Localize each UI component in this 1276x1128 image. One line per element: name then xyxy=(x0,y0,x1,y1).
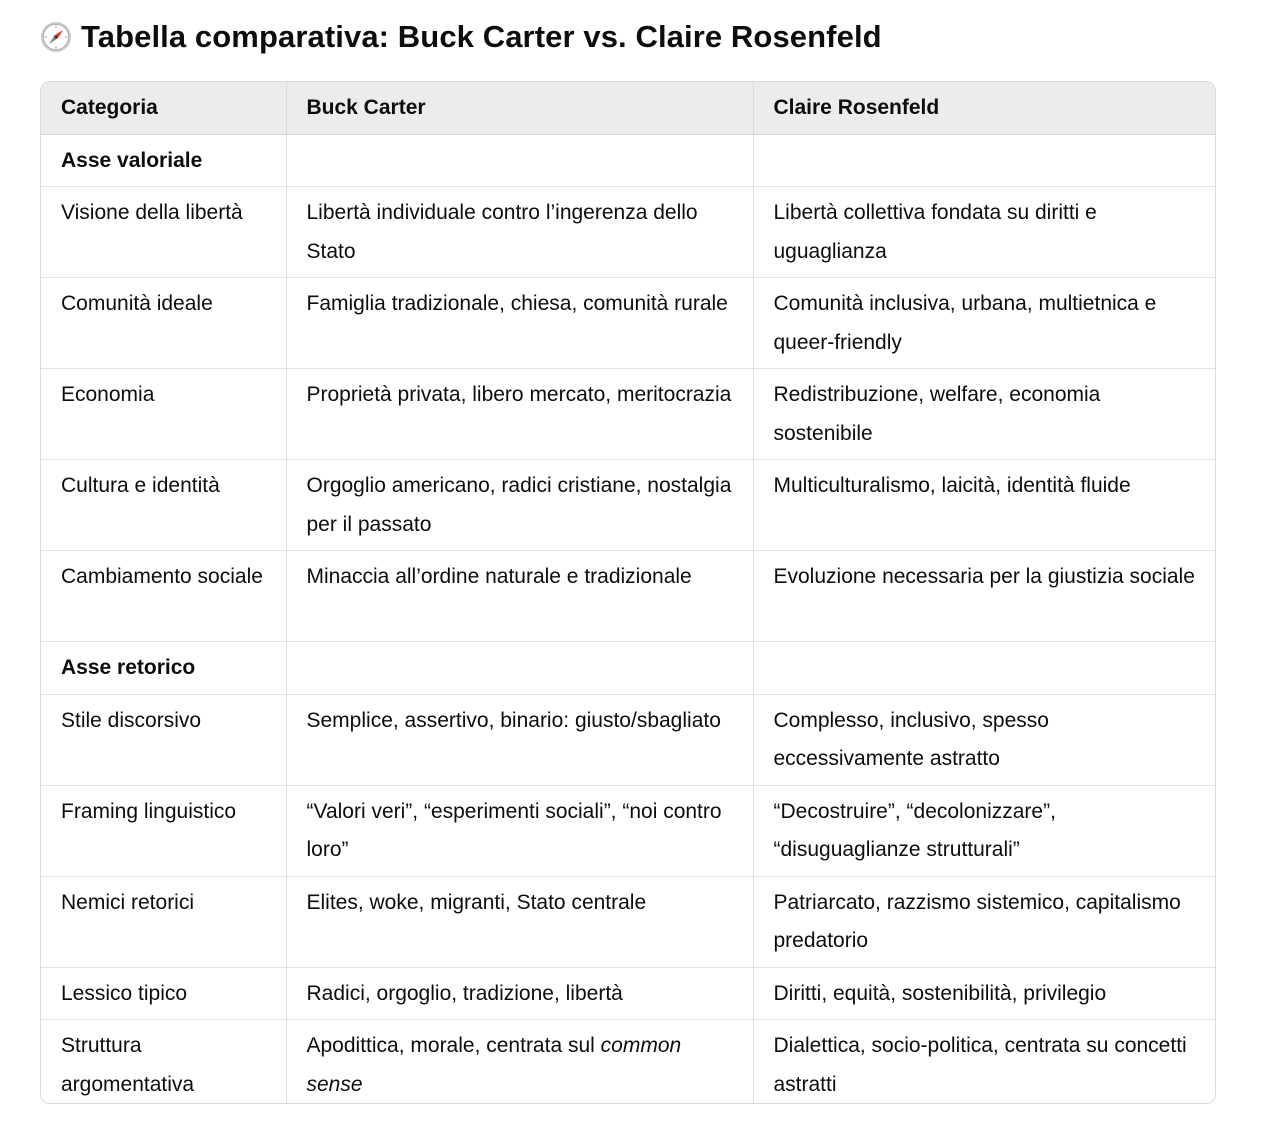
claire-cell: Diritti, equità, sostenibilità, privilegio xyxy=(753,967,1216,1020)
buck-cell: Elites, woke, migranti, Stato centrale xyxy=(286,876,753,967)
category-cell: Nemici retorici xyxy=(61,890,195,914)
table-row xyxy=(41,1020,1216,1105)
category-cell: Framing linguistico xyxy=(61,799,237,823)
category-cell: Visione della libertà xyxy=(61,201,243,224)
claire-cell: Redistribuzione, welfare, economia sostenibile xyxy=(753,369,1216,460)
table-row xyxy=(41,278,1216,369)
buck-cell-emphasis: common sense xyxy=(306,1034,682,1096)
claire-cell: Comunità inclusiva, urbana, multietnica e queer-friendly xyxy=(753,278,1216,369)
comparison-table xyxy=(40,81,1216,1104)
column-header-claire-rosenfeld: Claire Rosenfeld xyxy=(753,82,1216,134)
section-label: Asse retorico xyxy=(61,656,196,679)
claire-cell: Dialettica, socio-politica, centrata su concetti astratti xyxy=(753,1020,1216,1105)
table-row xyxy=(41,785,1216,876)
category-cell: Cambiamento sociale xyxy=(61,565,263,588)
category-cell: Stile discorsivo xyxy=(61,708,202,732)
category-cell: Economia xyxy=(61,383,155,406)
table-row xyxy=(41,369,1216,460)
buck-cell xyxy=(286,642,753,695)
buck-cell xyxy=(286,1020,753,1105)
page-title: Tabella comparativa: Buck Carter vs. Claire Rosenfeld xyxy=(81,19,882,54)
buck-cell: Semplice, assertivo, binario: giusto/sbagliato xyxy=(286,694,753,785)
section-row xyxy=(41,134,1216,187)
table-row xyxy=(41,460,1216,551)
claire-cell: Libertà collettiva fondata su diritti e uguaglianza xyxy=(753,187,1216,278)
buck-cell: Libertà individuale contro l’ingerenza dello Stato xyxy=(286,187,753,278)
buck-cell: Radici, orgoglio, tradizione, libertà xyxy=(286,967,753,1020)
claire-cell: Complesso, inclusivo, spesso eccessivamente astratto xyxy=(753,694,1216,785)
table-row xyxy=(41,187,1216,278)
table-header-row xyxy=(41,82,1216,134)
buck-cell: Minaccia all’ordine naturale e tradizionale xyxy=(286,551,753,642)
claire-cell: Evoluzione necessaria per la giustizia sociale xyxy=(753,551,1216,642)
category-cell: Struttura argomentativa xyxy=(61,1034,195,1096)
buck-cell xyxy=(286,134,753,187)
column-header-category: Categoria xyxy=(41,82,286,134)
category-cell: Comunità ideale xyxy=(61,292,213,315)
claire-cell xyxy=(753,134,1216,187)
table-row xyxy=(41,876,1216,967)
claire-cell: Multiculturalismo, laicità, identità fluide xyxy=(753,460,1216,551)
title-row xyxy=(40,14,882,60)
buck-cell: Proprietà privata, libero mercato, meritocrazia xyxy=(286,369,753,460)
table-row xyxy=(41,551,1216,642)
buck-cell-text: Apodittica, morale, centrata sul xyxy=(306,1034,601,1057)
section-row xyxy=(41,642,1216,695)
section-label: Asse valoriale xyxy=(61,148,203,172)
buck-cell: Orgoglio americano, radici cristiane, nostalgia per il passato xyxy=(286,460,753,551)
table-row xyxy=(41,694,1216,785)
buck-cell: “Valori veri”, “esperimenti sociali”, “noi contro loro” xyxy=(286,785,753,876)
claire-cell: “Decostruire”, “decolonizzare”, “disuguaglianze strutturali” xyxy=(753,785,1216,876)
table-row xyxy=(41,967,1216,1020)
compass-icon xyxy=(40,21,72,53)
column-header-buck-carter: Buck Carter xyxy=(286,82,753,134)
category-cell: Cultura e identità xyxy=(61,474,220,497)
claire-cell: Patriarcato, razzismo sistemico, capitalismo predatorio xyxy=(753,876,1216,967)
buck-cell: Famiglia tradizionale, chiesa, comunità rurale xyxy=(286,278,753,369)
category-cell: Lessico tipico xyxy=(61,981,188,1005)
claire-cell xyxy=(753,642,1216,695)
